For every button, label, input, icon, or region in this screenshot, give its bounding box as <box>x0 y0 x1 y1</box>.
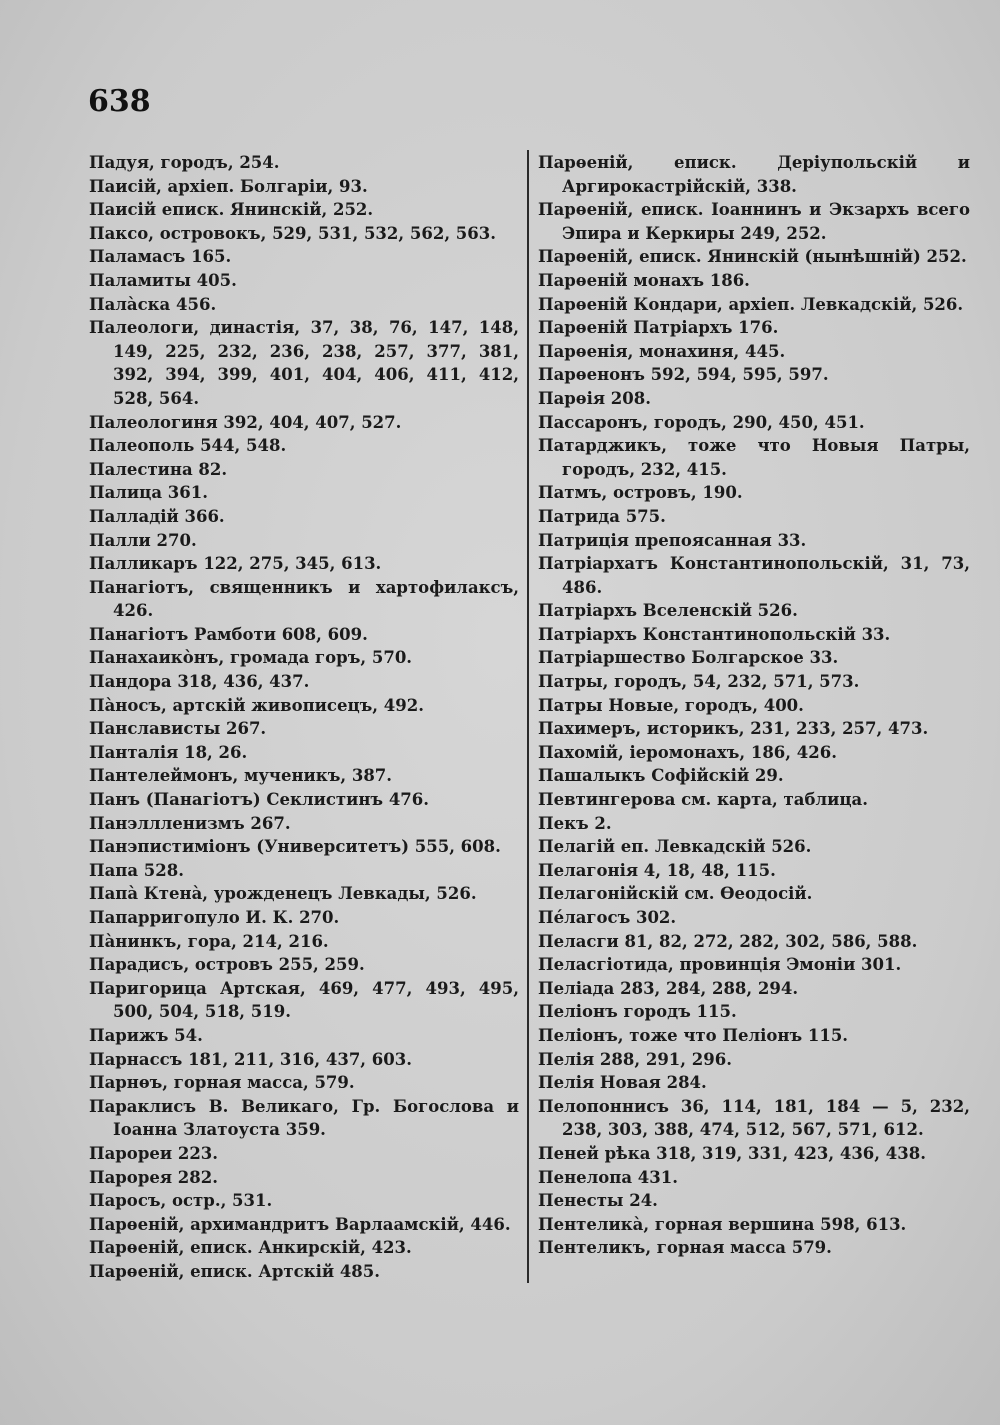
index-entry: Пенелопа 431. <box>538 1167 678 1187</box>
index-entry: Парѳеній, еписк. Анкирскій, 423. <box>89 1238 412 1258</box>
index-entry: Паламиты 405. <box>89 270 237 290</box>
index-entry: Парѳія 208. <box>538 388 651 408</box>
index-entry: Парѳеній, архимандритъ Варлаамскій, 446. <box>89 1214 511 1234</box>
index-entry: Пеласгіотида, провинція Эмоніи 301. <box>538 955 902 975</box>
index-entry: Падуя, городъ, 254. <box>89 153 280 172</box>
index-entry: Парѳеній, еписк. Янинскій (нынѣшній) 252. <box>538 247 967 267</box>
index-entry: Парѳеній, еписк. Артскій 485. <box>89 1261 381 1281</box>
index-entry: Пеліонъ, тоже что Пеліонъ 115. <box>538 1025 849 1045</box>
index-entry: Пàносъ, артскій живописецъ, 492. <box>89 695 424 715</box>
index-entry: Палеополь 544, 548. <box>89 436 287 456</box>
index-entry: Пантелеймонъ, мученикъ, 387. <box>89 766 393 786</box>
index-entry: Парнассъ 181, 211, 316, 437, 603. <box>89 1049 412 1069</box>
index-entry: Панъ (Панагіотъ) Секлистинъ 476. <box>89 790 430 810</box>
index-entry: Палица 361. <box>89 483 208 503</box>
index-entry: Пéлагосъ 302. <box>538 908 677 927</box>
index-entry: Парѳенонъ 592, 594, 595, 597. <box>538 365 829 385</box>
index-entry: Пелагій еп. Левкадскій 526. <box>538 837 812 857</box>
index-entry: Панахаикòнъ, громада горъ, 570. <box>89 648 413 668</box>
index-entry: Пелія Новая 284. <box>538 1073 707 1093</box>
index-entry: Панслависты 267. <box>89 719 267 739</box>
index-entry: Парѳенія, монахиня, 445. <box>538 341 786 361</box>
index-entry: Патріархъ Константинопольскій 33. <box>538 624 891 644</box>
index-entry: Палладій 366. <box>89 506 225 526</box>
index-entry: Пандора 318, 436, 437. <box>89 672 310 692</box>
index-entry: Патриція препоясанная 33. <box>538 530 807 550</box>
index-entry: Парижъ 54. <box>89 1025 203 1045</box>
column-divider <box>527 150 529 1283</box>
index-entry: Патры Новые, городъ, 400. <box>538 695 804 715</box>
index-entry: Панэллленизмъ 267. <box>89 813 291 833</box>
index-entry: Пелагонійскій см. Ѳеодосій. <box>538 884 813 904</box>
index-entry: Пароpеи 223. <box>89 1143 219 1163</box>
index-entry: Папа 528. <box>89 860 184 880</box>
index-entry: Патрида 575. <box>538 506 666 526</box>
index-entry: Пеней рѣка 318, 319, 331, 423, 436, 438. <box>538 1143 926 1163</box>
index-entry: Пашалыкъ Софійскій 29. <box>538 766 784 786</box>
index-entry: Патріархатъ Константинопольскій, 31, 73, 486. <box>538 554 970 597</box>
index-entry: Пенесты 24. <box>538 1191 658 1211</box>
index-entry: Папà Ктенà, урожденецъ Левкады, 526. <box>89 884 477 904</box>
index-entry: Паксо, островокъ, 529, 531, 532, 562, 563. <box>89 223 496 243</box>
index-column-left <box>89 151 519 1284</box>
index-entry: Патры, городъ, 54, 232, 571, 573. <box>538 672 860 692</box>
index-entry: Пеласги 81, 82, 272, 282, 302, 586, 588. <box>538 931 918 951</box>
index-entry: Парѳеній, еписк. Іоаннинъ и Экзархъ всего Эпира и Керкиры 249, 252. <box>538 200 970 243</box>
index-entry: Парѳеній Патріархъ 176. <box>538 318 779 338</box>
index-entry: Парорея 282. <box>89 1167 218 1187</box>
index-entry: Патарджикъ, тоже что Новыя Патры, городъ, 232, 415. <box>538 436 970 479</box>
index-entry: Пеліада 283, 284, 288, 294. <box>538 978 799 998</box>
index-entry: Паламасъ 165. <box>89 247 232 267</box>
index-entry: Палеологиня 392, 404, 407, 527. <box>89 412 402 432</box>
index-entry: Пассаронъ, городъ, 290, 450, 451. <box>538 412 865 432</box>
index-entry: Палàска 456. <box>89 294 217 314</box>
index-entry: Парнѳъ, горная масса, 579. <box>89 1073 355 1093</box>
index-entry: Патмъ, островъ, 190. <box>538 483 743 503</box>
index-entry: Пелопоннисъ 36, 114, 181, 184 — 5, 232, 238, 303, 388, 474, 512, 567, 571, 612. <box>538 1096 970 1140</box>
index-entry: Парѳеній монахъ 186. <box>538 270 750 290</box>
index-entry: Палликаръ 122, 275, 345, 613. <box>89 554 382 574</box>
index-entry: Парѳеній, еписк. Деріупольскій и Аргирокастрійскій, 338. <box>538 153 970 196</box>
index-column-right <box>538 151 970 1260</box>
index-entry: Пентеликъ, горная масса 579. <box>538 1238 832 1258</box>
index-entry: Пахомій, іеромонахъ, 186, 426. <box>538 742 837 762</box>
index-entry: Папарригопуло И. К. 270. <box>89 908 340 927</box>
index-entry: Панагіотъ, священникъ и хартофилаксъ, 426. <box>89 577 519 621</box>
index-entry: Паригорица Артская, 469, 477, 493, 495, 500, 504, 518, 519. <box>89 978 519 1022</box>
index-entry: Певтингерова см. карта, таблица. <box>538 790 868 810</box>
index-entry: Панагіотъ Рамботи 608, 609. <box>89 624 368 644</box>
index-entry: Панталія 18, 26. <box>89 742 248 762</box>
index-entry: Пентеликà, горная вершина 598, 613. <box>538 1214 907 1234</box>
index-entry: Пелагонія 4, 18, 48, 115. <box>538 860 776 880</box>
page-number: 638 <box>88 84 151 119</box>
index-entry: Пекъ 2. <box>538 813 612 833</box>
index-entry: Патріаршество Болгарское 33. <box>538 648 839 668</box>
index-entry: Палли 270. <box>89 530 197 550</box>
index-entry: Паисій еписк. Янинскій, 252. <box>89 200 374 220</box>
index-entry: Палестина 82. <box>89 459 228 479</box>
index-entry: Патріархъ Вселенскій 526. <box>538 601 798 621</box>
index-entry: Палеологи, династія, 37, 38, 76, 147, 148, 149, 225, 232, 236, 238, 257, 377, 381, 392, 394, 399, 401, 404, 406, 411, 412, 528, 564. <box>89 318 519 408</box>
index-entry: Пахимеръ, историкъ, 231, 233, 257, 473. <box>538 719 929 739</box>
index-entry: Парѳеній Кондари, архіеп. Левкадскій, 526. <box>538 294 964 314</box>
index-entry: Пелія 288, 291, 296. <box>538 1049 732 1069</box>
index-entry: Паисій, архіеп. Болгаріи, 93. <box>89 176 368 196</box>
index-entry: Паросъ, остр., 531. <box>89 1191 273 1211</box>
index-entry: Параклисъ В. Великаго, Гр. Богослова и Іоанна Златоуста 359. <box>89 1096 519 1140</box>
index-entry: Пеліонъ городъ 115. <box>538 1002 737 1022</box>
index-entry: Парадисъ, островъ 255, 259. <box>89 955 365 975</box>
index-entry: Панэпистиміонъ (Университетъ) 555, 608. <box>89 837 501 857</box>
index-entry: Пàнинкъ, гора, 214, 216. <box>89 931 329 951</box>
